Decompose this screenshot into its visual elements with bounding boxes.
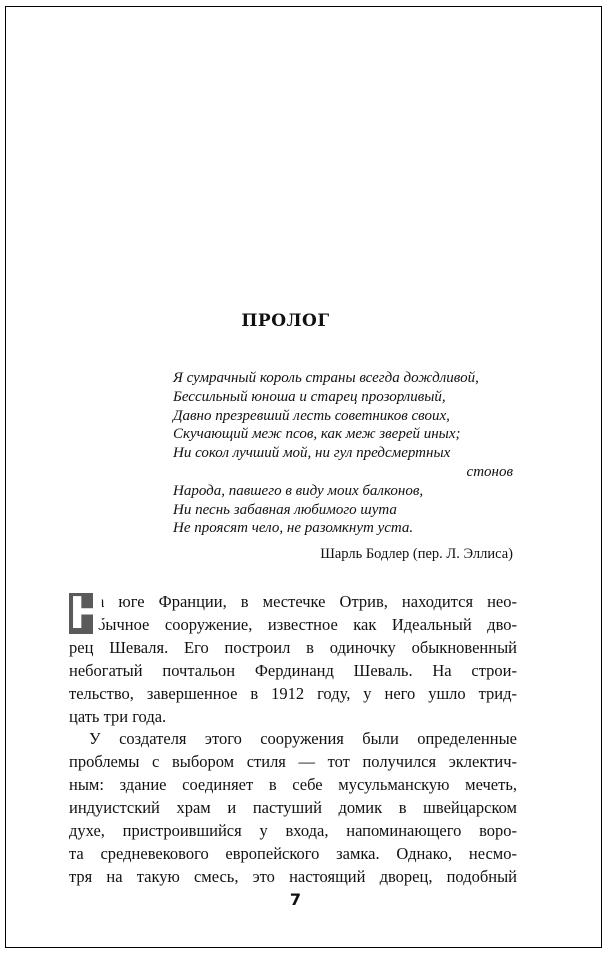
epigraph-line: Я сумрачный король страны всегда дождливой, xyxy=(173,370,479,386)
text-line: рец Шеваля. Его построил в одиночку обыкновенный xyxy=(69,637,517,657)
text-line: тря на такую смесь, это настоящий дворец, подобный xyxy=(69,866,517,886)
drop-cap: Н xyxy=(69,588,106,639)
epigraph-line: Не проясят чело, не разомкнут уста. xyxy=(173,520,414,537)
page-number: 7 xyxy=(289,890,302,909)
epigraph-line: Народа, павшего в виду моих балконов, xyxy=(173,482,424,499)
text-line: а юге Франции, в местечке Отрив, находится нео- xyxy=(97,592,517,611)
text-line: индуистский храм и пастуший домик в швейцарском xyxy=(69,798,517,818)
epigraph-line-continuation: стонов xyxy=(466,463,513,480)
book-page xyxy=(5,6,602,948)
text-line: небогатый почтальон Фердинанд Шеваль. На строи- xyxy=(69,660,517,680)
text-line: ным: здание соединяет в себе мусульманскую мечеть, xyxy=(69,775,517,795)
text-line: цать три года. xyxy=(69,706,167,726)
epigraph-attribution: Шарль Бодлер (пер. Л. Эллиса) xyxy=(320,546,513,562)
epigraph-line: Бессильный юноша и старец прозорливый, xyxy=(173,388,446,405)
text-line: тельство, завершенное в 1912 году, у него ушло трид- xyxy=(69,683,517,703)
epigraph-line: Давно презревший лесть советников своих, xyxy=(173,407,450,424)
paragraph-1 xyxy=(69,588,517,728)
epigraph-line: Ни сокол лучший мой, ни гул предсмертных xyxy=(173,445,451,462)
text-line: У создателя этого сооружения были определенные xyxy=(89,729,517,749)
text-line: духе, пристроившийся у входа, напоминающего воро- xyxy=(69,821,517,841)
text-line: проблемы с выбором стиля — тот получился эклектич- xyxy=(69,752,517,772)
text-line: та средневекового европейского замка. Однако, несмо- xyxy=(69,843,517,863)
epigraph-line: Ни песнь забавная любимого шута xyxy=(173,501,397,518)
body-text xyxy=(69,588,517,889)
epigraph xyxy=(173,369,513,538)
text-line: бычное сооружение, известное как Идеальный дво- xyxy=(97,614,517,634)
paragraph-2 xyxy=(69,728,517,888)
epigraph-line: Скучающий меж псов, как меж зверей иных; xyxy=(173,426,461,443)
chapter-title: ПРОЛОГ xyxy=(241,311,330,331)
